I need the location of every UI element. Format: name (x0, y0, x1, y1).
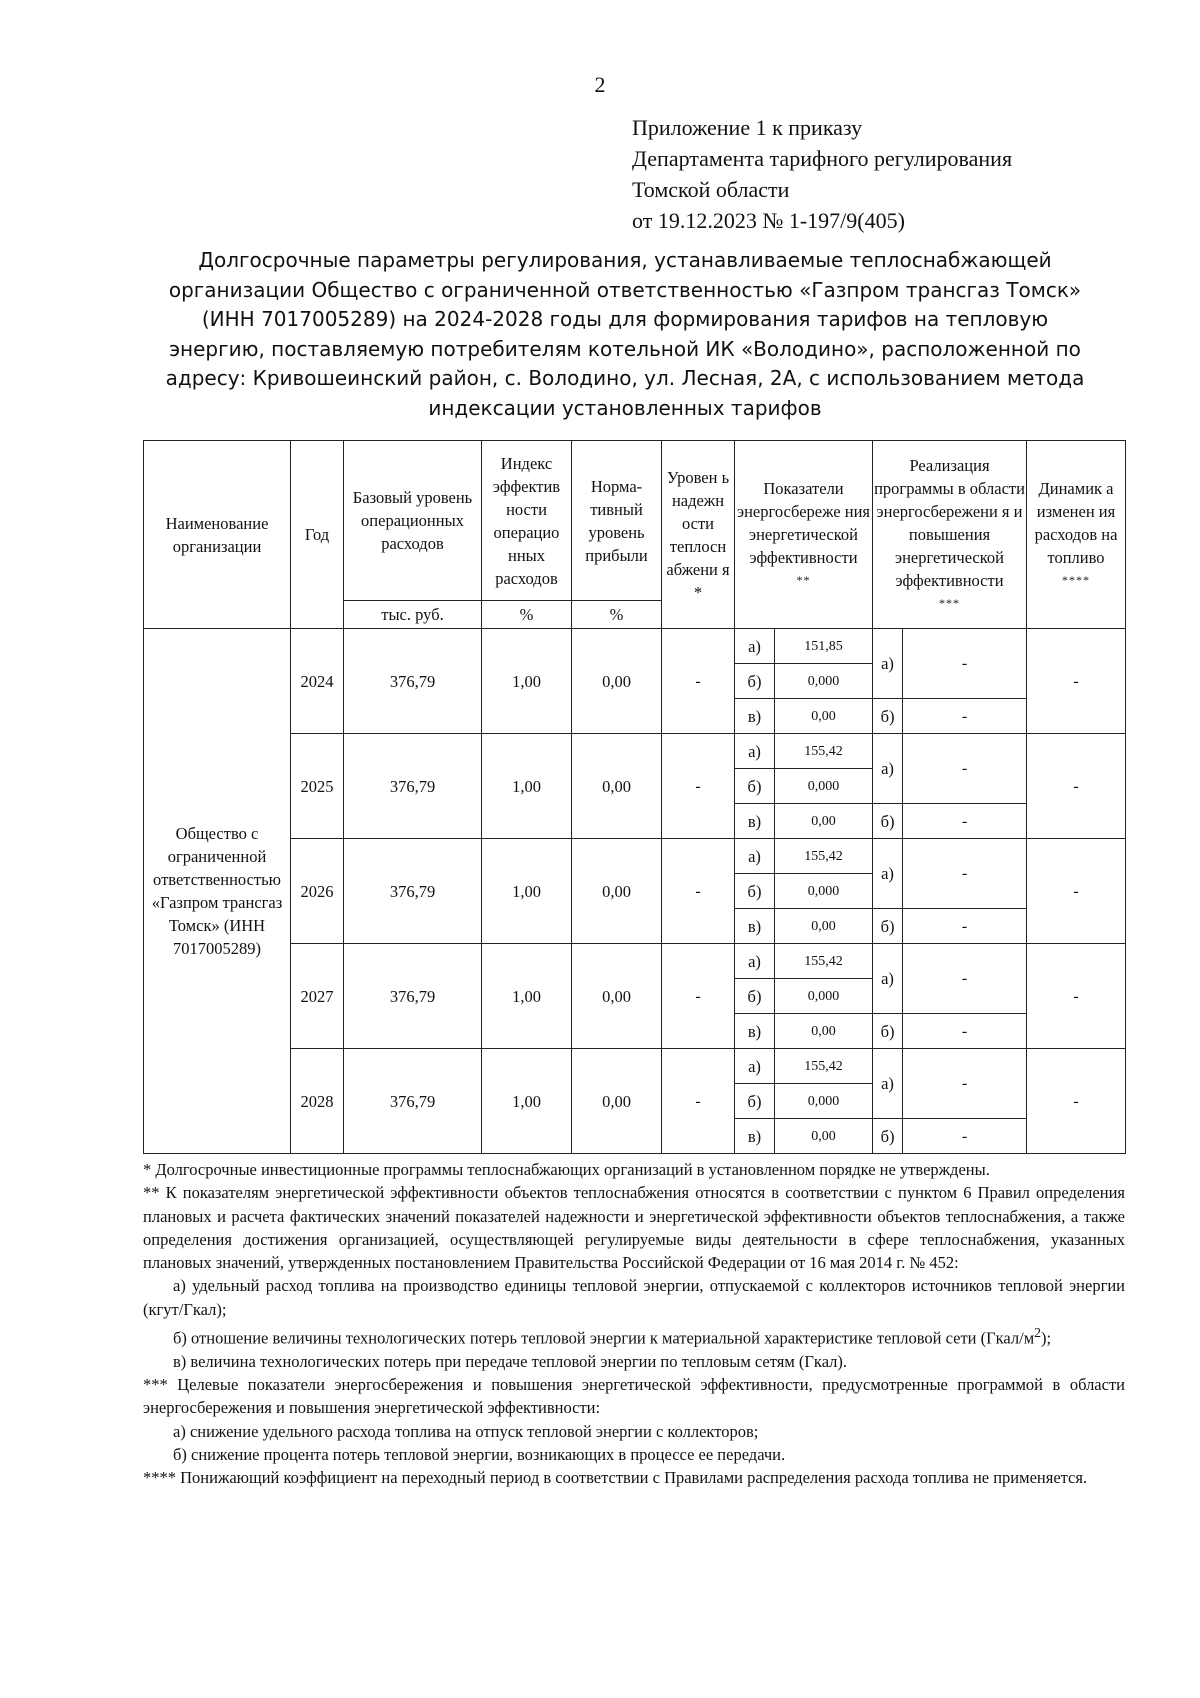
footnote-3: *** Целевые показатели энергосбережения и повышения энергетической эффективности, предусмотренные программой в области энергосбережения и повышения энергетической эффективности: (143, 1375, 1125, 1418)
reliability-cell: - (662, 839, 735, 944)
energy-label-b: б) (735, 1084, 775, 1119)
fuel-cell: - (1027, 734, 1126, 839)
energy-label-b: б) (735, 874, 775, 909)
table-row (144, 629, 1126, 664)
program-value-a: - (903, 734, 1027, 804)
program-label-a: а) (873, 734, 903, 804)
annex-line-3: Томской области (632, 177, 790, 202)
energy-label-a: а) (735, 1049, 775, 1084)
table-row (144, 734, 1126, 769)
energy-label-a: а) (735, 839, 775, 874)
footnotes (143, 1158, 1125, 1490)
table-row (144, 1049, 1126, 1084)
energy-value-v: 0,00 (775, 699, 873, 734)
fuel-cell: - (1027, 944, 1126, 1049)
energy-value-a: 155,42 (775, 839, 873, 874)
program-label-a: а) (873, 944, 903, 1014)
fuel-cell: - (1027, 1049, 1126, 1154)
base-cell: 376,79 (344, 629, 482, 734)
header-fuel (1027, 441, 1126, 629)
title-line-1: Долгосрочные параметры регулирования, устанавливаемые теплоснабжающей (198, 248, 1052, 272)
year-cell: 2028 (291, 1049, 344, 1154)
energy-value-b: 0,000 (775, 979, 873, 1014)
energy-label-v: в) (735, 699, 775, 734)
program-value-b: - (903, 1119, 1027, 1154)
title-line-6: индексации установленных тарифов (428, 395, 822, 420)
program-value-b: - (903, 804, 1027, 839)
index-cell: 1,00 (482, 1049, 572, 1154)
header-fuel-text: Динамик а изменен ия расходов на топливо (1034, 479, 1118, 567)
program-value-b: - (903, 699, 1027, 734)
header-energy-stars: ** (796, 573, 811, 587)
header-program-stars: *** (939, 596, 961, 610)
program-value-a: - (903, 944, 1027, 1014)
energy-value-v: 0,00 (775, 909, 873, 944)
base-cell: 376,79 (344, 1049, 482, 1154)
profit-cell: 0,00 (572, 629, 662, 734)
base-cell: 376,79 (344, 734, 482, 839)
energy-value-b: 0,000 (775, 1084, 873, 1119)
header-reliability-text: Уровен ь надежн ости теплосн абжени я (666, 467, 730, 579)
profit-cell: 0,00 (572, 839, 662, 944)
program-label-a: а) (873, 839, 903, 909)
profit-cell: 0,00 (572, 734, 662, 839)
program-value-a: - (903, 629, 1027, 699)
index-cell: 1,00 (482, 734, 572, 839)
energy-value-v: 0,00 (775, 804, 873, 839)
table-row (144, 944, 1126, 979)
energy-label-v: в) (735, 1119, 775, 1154)
program-label-a: а) (873, 1049, 903, 1119)
fuel-cell: - (1027, 839, 1126, 944)
reliability-cell: - (662, 734, 735, 839)
table-row (144, 839, 1126, 874)
title-line-4: энергию, поставляемую потребителям котельной ИК «Володино», расположенной по (169, 336, 1081, 361)
org-name-cell: Общество с ограниченной ответственностью «Газпром трансгаз Томск» (ИНН 7017005289) (144, 629, 291, 1154)
header-reliability (662, 441, 735, 629)
energy-value-b: 0,000 (775, 874, 873, 909)
energy-value-b: 0,000 (775, 664, 873, 699)
energy-value-a: 151,85 (775, 629, 873, 664)
energy-value-v: 0,00 (775, 1014, 873, 1049)
header-energy-text: Показатели энергосбереже ния энергетической эффективности (737, 479, 870, 567)
footnote-2: ** К показателям энергетической эффективности объектов теплоснабжения относятся в соответствии с пунктом 6 Правил определения плановых и расчета фактических значений показателей надежности и энергетической эффективности объектов теплоснабжения, а также определения достижения организацией, осуществляющей регулируемые виды деятельности в сфере теплоснабжения, указанных плановых значений, утвержденных постановлением Правительства Российской Федерации от 16 мая 2014 г. № 452: (143, 1183, 1125, 1273)
footnote-2-c: в) величина технологических потерь при передаче тепловой энергии по тепловым сетям (Гкал). (173, 1351, 848, 1371)
program-value-a: - (903, 1049, 1027, 1119)
annex-header (632, 112, 1012, 236)
header-fuel-stars: **** (1062, 573, 1091, 587)
header-base: Базовый уровень операционных расходов (344, 441, 482, 601)
program-label-b: б) (873, 804, 903, 839)
profit-cell: 0,00 (572, 944, 662, 1049)
energy-value-a: 155,42 (775, 734, 873, 769)
header-energy (735, 441, 873, 629)
unit-index: % (482, 601, 572, 629)
program-label-a: а) (873, 629, 903, 699)
document-title (130, 246, 1120, 423)
footnote-3-b: б) снижение процента потерь тепловой энергии, возникающих в процессе ее передачи. (173, 1445, 786, 1465)
header-profit: Норма-тивный уровень прибыли (572, 441, 662, 601)
annex-line-2: Департамента тарифного регулирования (632, 146, 1013, 171)
base-cell: 376,79 (344, 839, 482, 944)
footnote-2-b-end: ); (1041, 1328, 1052, 1348)
year-cell: 2024 (291, 629, 344, 734)
energy-value-b: 0,000 (775, 769, 873, 804)
annex-line-4: от 19.12.2023 № 1-197/9(405) (632, 208, 905, 233)
energy-label-v: в) (735, 909, 775, 944)
unit-profit: % (572, 601, 662, 629)
footnote-1: * Долгосрочные инвестиционные программы теплоснабжающих организаций в установленном порядке не утверждены. (143, 1160, 990, 1179)
reliability-cell: - (662, 629, 735, 734)
energy-value-a: 155,42 (775, 944, 873, 979)
reliability-cell: - (662, 1049, 735, 1154)
year-cell: 2026 (291, 839, 344, 944)
title-line-2: организации Общество с ограниченной ответственностью «Газпром трансгаз Томск» (168, 277, 1082, 302)
program-value-a: - (903, 839, 1027, 909)
energy-label-b: б) (735, 769, 775, 804)
program-label-b: б) (873, 909, 903, 944)
header-year: Год (291, 441, 344, 629)
energy-label-a: а) (735, 734, 775, 769)
energy-value-v: 0,00 (775, 1119, 873, 1154)
fuel-cell: - (1027, 629, 1126, 734)
unit-base: тыс. руб. (344, 601, 482, 629)
energy-label-v: в) (735, 1014, 775, 1049)
energy-label-v: в) (735, 804, 775, 839)
program-label-b: б) (873, 1119, 903, 1154)
year-cell: 2025 (291, 734, 344, 839)
energy-label-b: б) (735, 979, 775, 1014)
title-line-5: адресу: Кривошеинский район, с. Володино, ул. Лесная, 2А, с использованием метода (165, 366, 1085, 390)
footnote-2-a: а) удельный расход топлива на производство единицы тепловой энергии, отпускаемой с коллекторов источников тепловой энергии (кгут/Гкал); (143, 1276, 1125, 1319)
footnote-2-b (143, 1321, 1125, 1350)
footnote-2-b-sup: 2 (1034, 1325, 1042, 1341)
program-label-b: б) (873, 699, 903, 734)
footnote-4: **** Понижающий коэффициент на переходный период в соответствии с Правилами распределения расхода топлива не применяется. (143, 1468, 1088, 1488)
energy-label-a: а) (735, 629, 775, 664)
header-program (873, 441, 1027, 629)
energy-label-a: а) (735, 944, 775, 979)
energy-label-b: б) (735, 664, 775, 699)
base-cell: 376,79 (344, 944, 482, 1049)
program-label-b: б) (873, 1014, 903, 1049)
header-org: Наименование организации (144, 441, 291, 629)
profit-cell: 0,00 (572, 1049, 662, 1154)
page-number: 2 (594, 72, 606, 97)
title-line-3: (ИНН 7017005289) на 2024-2028 годы для формирования тарифов на тепловую (201, 307, 1049, 331)
index-cell: 1,00 (482, 629, 572, 734)
parameters-table (143, 440, 1126, 1154)
index-cell: 1,00 (482, 839, 572, 944)
annex-line-1: Приложение 1 к приказу (632, 115, 863, 140)
program-value-b: - (903, 1014, 1027, 1049)
index-cell: 1,00 (482, 944, 572, 1049)
header-index: Индекс эффектив ности операцио нных расходов (482, 441, 572, 601)
footnote-3-a: а) снижение удельного расхода топлива на отпуск тепловой энергии с коллекторов; (173, 1421, 759, 1441)
energy-value-a: 155,42 (775, 1049, 873, 1084)
year-cell: 2027 (291, 944, 344, 1049)
header-program-text: Реализация программы в области энергосбережени я и повышения энергетической эффективности (874, 456, 1025, 590)
program-value-b: - (903, 909, 1027, 944)
footnote-2-b-text: б) отношение величины технологических потерь тепловой энергии к материальной характеристике тепловой сети (Гкал/м (173, 1328, 1035, 1348)
header-reliability-stars: * (693, 582, 703, 602)
reliability-cell: - (662, 944, 735, 1049)
